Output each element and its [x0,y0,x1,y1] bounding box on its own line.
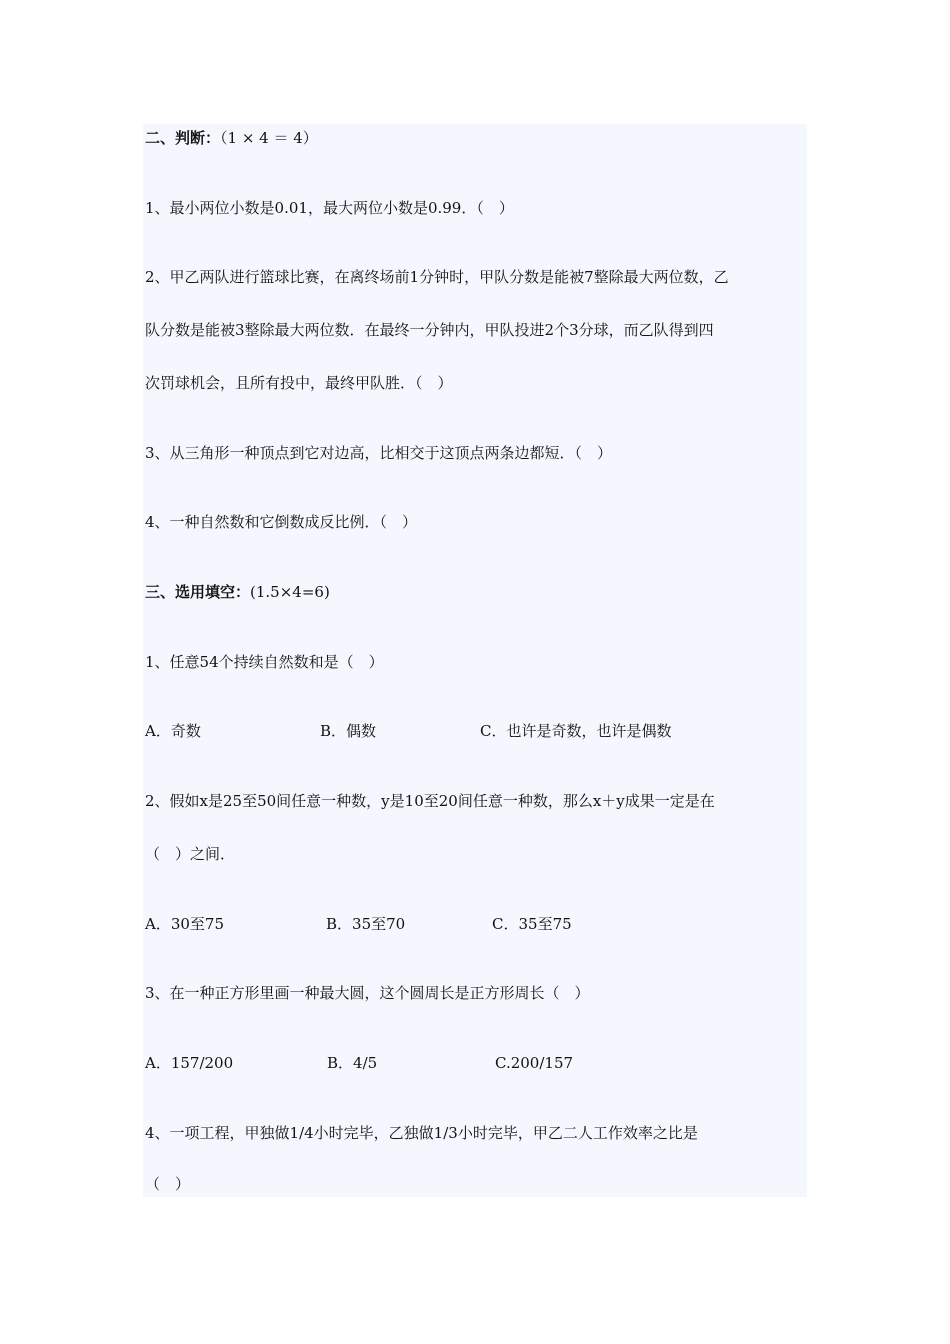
choice-q2-line2: （ ）之间． [145,845,236,863]
choice-q4-line2: （ ） [145,1175,191,1193]
judge-item-2-line3: 次罚球机会，且所有投中，最终甲队胜．（ ） [145,374,453,392]
judge-item-1: 1、最小两位小数是0.01，最大两位小数是0.99．（ ） [145,199,514,217]
choice-q3-option-a: A．157/200 [145,1054,234,1072]
choice-q1-option-c: C．也许是奇数，也许是偶数 [480,722,672,740]
choice-q2-line1: 2、假如x是25至50间任意一种数，y是10至20间任意一种数，那么x＋y成果一定是在 [145,792,715,810]
section2-score: （1 × 4 ＝ 4） [220,129,318,147]
choice-q3-option-c: C.200/157 [495,1054,574,1072]
choice-q3-option-b: B．4/5 [327,1054,378,1072]
choice-q1-option-b: B．偶数 [320,722,377,740]
judge-item-4: 4、一种自然数和它倒数成反比例．（ ） [145,513,418,531]
choice-q2-option-b: B．35至70 [326,915,406,933]
judge-item-2-line2: 队分数是能被3整除最大两位数．在最终一分钟内，甲队投进2个3分球，而乙队得到四 [145,321,714,339]
judge-item-2-line1: 2、甲乙两队进行篮球比赛，在离终场前1分钟时，甲队分数是能被7整除最大两位数，乙 [145,268,729,286]
section2-heading: 二、判断： [145,129,221,147]
choice-q3: 3、在一种正方形里画一种最大圆，这个圆周长是正方形周长（ ） [145,984,590,1002]
choice-q1: 1、任意54个持续自然数和是（ ） [145,653,384,671]
choice-q4-line1: 4、一项工程，甲独做1/4小时完毕，乙独做1/3小时完毕，甲乙二人工作效率之比是 [145,1124,698,1142]
judge-item-3: 3、从三角形一种顶点到它对边高，比相交于这顶点两条边都短．（ ） [145,444,613,462]
choice-q2-option-a: A．30至75 [145,915,225,933]
choice-q1-option-a: A．奇数 [145,722,201,740]
section3-heading: 三、选用填空： [145,583,251,601]
section3-score: (1.5×4=6) [250,583,330,601]
section2-heading-row [145,128,318,148]
section3-heading-row [145,582,330,602]
choice-q2-option-c: C．35至75 [492,915,572,933]
